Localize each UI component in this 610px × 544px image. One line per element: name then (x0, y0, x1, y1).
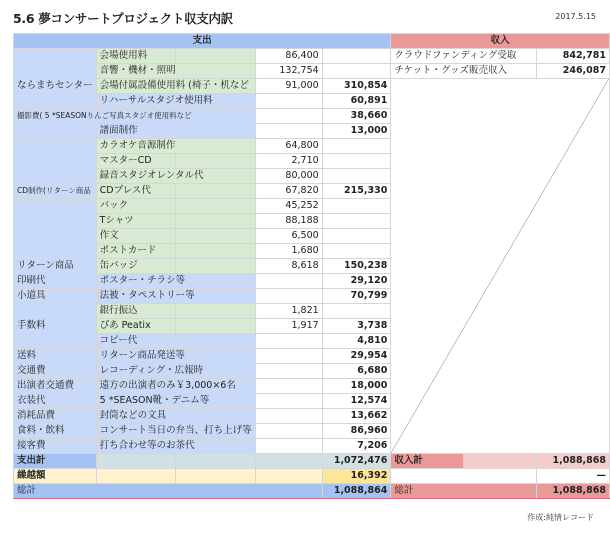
item-cell: 封筒などの文具 (96, 409, 255, 424)
item-cell: バック (96, 199, 175, 214)
sub-amount: 88,188 (255, 214, 322, 229)
income-amount: 246,087 (536, 64, 609, 79)
item-cell: 作文 (96, 229, 175, 244)
group-cell: 交通費 (14, 364, 97, 379)
total-amount: 29,120 (322, 274, 391, 289)
item-cell: 打ち合わせ等のお茶代 (96, 439, 255, 454)
item-cell: コピー代 (96, 334, 175, 349)
total-amount (322, 49, 391, 64)
item-cell: 法被・タペストリー等 (96, 289, 255, 304)
income-total-label: 収入計 (391, 454, 463, 469)
sub-amount: 45,252 (255, 199, 322, 214)
expense-total-label: 支出計 (14, 454, 97, 469)
group-cell: ならまちセンター (14, 49, 97, 94)
total-amount: 12,574 (322, 394, 391, 409)
income-item: チケット・グッズ販売収入 (391, 64, 536, 79)
sub-amount: 6,500 (255, 229, 322, 244)
total-amount: 7,206 (322, 439, 391, 454)
sub-amount: 1,917 (255, 319, 322, 334)
item-cell: ぴあ Peatix (96, 319, 175, 334)
item-cell: マスターCD (96, 154, 175, 169)
total-amount (322, 64, 391, 79)
page-title: 5.6 夢コンサートプロジェクト収支内訳 (13, 11, 233, 26)
group-cell: 送料 (14, 349, 97, 364)
item-cell: Tシャツ (96, 214, 175, 229)
total-amount: 86,960 (322, 424, 391, 439)
income-amount: 842,781 (536, 49, 609, 64)
item-cell: リハーサルスタジオ使用料 (96, 94, 255, 109)
income-carry-value: — (536, 469, 609, 484)
total-amount: 150,238 (322, 259, 391, 274)
total-amount: 70,799 (322, 289, 391, 304)
group-cell: 接客費 (14, 439, 97, 454)
item-cell: 音響・機材・照明 (96, 64, 255, 79)
total-amount: 4,810 (322, 334, 391, 349)
item-cell: コンサート当日の弁当、打ち上げ等 (96, 424, 255, 439)
income-header: 収入 (391, 34, 610, 49)
income-total-value: 1,088,868 (536, 454, 609, 469)
group-cell: CD制作(リターン商品 (14, 139, 97, 199)
item-cell: CDプレス代 (96, 184, 175, 199)
total-amount: 6,680 (322, 364, 391, 379)
total-amount: 18,000 (322, 379, 391, 394)
group-cell: リターン商品 (14, 199, 97, 274)
table-row (14, 49, 610, 64)
group-cell: 衣装代 (14, 394, 97, 409)
total-amount: 13,662 (322, 409, 391, 424)
item-cell: レコーディング・広報時 (96, 364, 255, 379)
table-row (14, 64, 610, 79)
group-cell: 出演者交通費 (14, 379, 97, 394)
item-cell: ポストカード (96, 244, 175, 259)
group-cell: 印刷代 (14, 274, 97, 289)
grand-total-label: 総計 (14, 484, 323, 499)
table-row (14, 79, 610, 94)
sub-amount: 80,000 (255, 169, 322, 184)
item-cell: ポスター・チラシ等 (96, 274, 255, 289)
item-cell: 会場付属設備使用料 (椅子・机など (96, 79, 255, 94)
income-empty-area (391, 79, 610, 454)
total-amount: 60,891 (322, 94, 391, 109)
income-item: クラウドファンディング受取 (391, 49, 536, 64)
group-cell: 小道具 (14, 289, 97, 304)
item-cell: リターン商品発送等 (96, 349, 255, 364)
item-cell: 遠方の出演者のみ￥3,000×6名 (96, 379, 255, 394)
group-cell: 手数料 (14, 304, 97, 334)
total-amount: 3,738 (322, 319, 391, 334)
sub-amount: 1,680 (255, 244, 322, 259)
item-cell: カラオケ音源制作 (96, 139, 255, 154)
group-cell: 消耗品費 (14, 409, 97, 424)
income-grand-value: 1,088,868 (536, 484, 609, 499)
item-cell: 録音スタジオレンタル代 (96, 169, 255, 184)
total-amount: 13,000 (322, 124, 391, 139)
total-amount: 29,954 (322, 349, 391, 364)
sub-amount: 67,820 (255, 184, 322, 199)
expense-header: 支出 (14, 34, 391, 49)
sub-amount: 2,710 (255, 154, 322, 169)
expense-total-row (14, 454, 610, 469)
total-amount: 310,854 (322, 79, 391, 94)
grand-total-row (14, 484, 610, 499)
diagonal-slash-icon (391, 79, 609, 453)
item-cell: 会場使用料 (96, 49, 175, 64)
item-cell: 銀行振込 (96, 304, 175, 319)
carry-row (14, 469, 610, 484)
budget-table (13, 33, 610, 499)
item-cell: 5 *SEASON靴・デニム等 (96, 394, 255, 409)
sub-amount: 86,400 (255, 49, 322, 64)
carry-value: 16,392 (322, 469, 391, 484)
sub-amount: 91,000 (255, 79, 322, 94)
item-cell: 譜面制作 (96, 124, 255, 139)
total-amount: 38,660 (322, 109, 391, 124)
sub-amount: 8,618 (255, 259, 322, 274)
expense-total-value: 1,072,476 (322, 454, 391, 469)
item-cell: 缶バッジ (96, 259, 175, 274)
grand-total-value: 1,088,864 (322, 484, 391, 499)
carry-label: 繰越額 (14, 469, 97, 484)
group-cell: 撮影費( 5 *SEASONりんご写真スタジオ使用料など (14, 109, 256, 124)
sub-amount: 1,821 (255, 304, 322, 319)
report-date: 2017.5.15 (555, 12, 596, 21)
income-grand-label: 総計 (391, 484, 536, 499)
credit-note: 作成:純情レコード (527, 513, 594, 522)
group-cell: 食料・飲料 (14, 424, 97, 439)
sub-amount: 64,800 (255, 139, 322, 154)
total-amount: 215,330 (322, 184, 391, 199)
sub-amount: 132,754 (255, 64, 322, 79)
